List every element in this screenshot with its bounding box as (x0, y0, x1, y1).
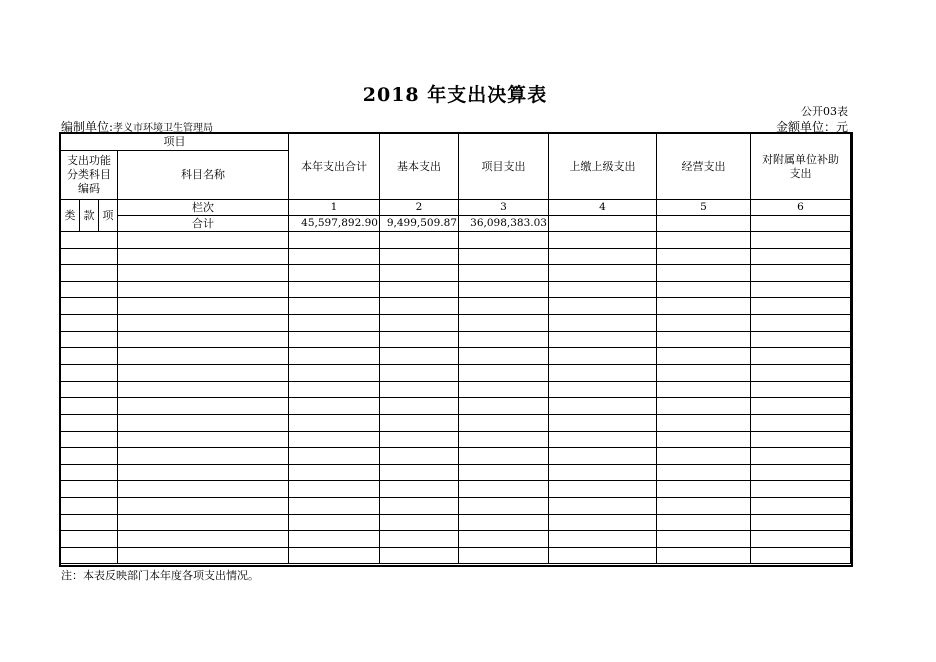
table-cell (657, 514, 751, 531)
table-cell (118, 281, 289, 298)
table-cell (549, 381, 657, 398)
table-cell (380, 431, 459, 448)
basic-amount: 9,499,509.87 (380, 216, 459, 232)
project-amount: 36,098,383.03 (459, 216, 549, 232)
table-cell (549, 398, 657, 415)
table-cell (751, 265, 851, 282)
table-cell (289, 448, 380, 465)
table-cell (118, 365, 289, 382)
table-cell (380, 398, 459, 415)
table-cell (751, 314, 851, 331)
table-cell (61, 448, 118, 465)
col-number-5: 5 (657, 200, 751, 216)
table-cell (657, 497, 751, 514)
table-cell (657, 531, 751, 548)
table-cell (118, 497, 289, 514)
table-cell (61, 381, 118, 398)
form-number: 公开03表 (801, 105, 848, 118)
table-cell (657, 298, 751, 315)
table-cell (657, 281, 751, 298)
table-cell (751, 414, 851, 431)
header-col-basic: 基本支出 (380, 134, 459, 200)
table-cell (61, 514, 118, 531)
table-cell (61, 547, 118, 564)
table-cell (459, 265, 549, 282)
table-cell (459, 431, 549, 448)
table-cell (289, 464, 380, 481)
table-cell (549, 248, 657, 265)
table-cell (118, 547, 289, 564)
table-cell (459, 481, 549, 498)
table-cell (380, 414, 459, 431)
upper-amount (549, 216, 657, 232)
table-cell (549, 348, 657, 365)
table-cell (61, 348, 118, 365)
table-cell (751, 348, 851, 365)
table-row (61, 298, 851, 315)
table-row (61, 398, 851, 415)
header-func-code: 支出功能分类科目编码 (61, 151, 118, 200)
table-cell (118, 331, 289, 348)
table-cell (549, 298, 657, 315)
compiling-unit-label: 编制单位: (61, 120, 114, 134)
table-cell (61, 248, 118, 265)
col-number-1: 1 (289, 200, 380, 216)
amount-unit: 金额单位：元 (775, 120, 848, 134)
table-cell (751, 281, 851, 298)
table-cell (289, 414, 380, 431)
table-cell (549, 414, 657, 431)
table-cell (549, 497, 657, 514)
table-cell (657, 314, 751, 331)
table-cell (380, 348, 459, 365)
table-cell (549, 431, 657, 448)
table-cell (380, 265, 459, 282)
expenditure-table (60, 133, 851, 564)
table-cell (657, 265, 751, 282)
table-cell (459, 281, 549, 298)
table-cell (459, 298, 549, 315)
header-col-subsidy: 对附属单位补助支出 (751, 134, 851, 200)
table-cell (751, 298, 851, 315)
table-cell (118, 414, 289, 431)
table-row (61, 531, 851, 548)
header-col-project: 项目支出 (459, 134, 549, 200)
table-cell (61, 414, 118, 431)
table-cell (380, 248, 459, 265)
table-cell (549, 531, 657, 548)
table-cell (459, 248, 549, 265)
table-cell (459, 547, 549, 564)
table-row (61, 431, 851, 448)
table-cell (549, 464, 657, 481)
table-cell (118, 381, 289, 398)
col-number-4: 4 (549, 200, 657, 216)
table-row (61, 497, 851, 514)
table-cell (459, 497, 549, 514)
table-cell (118, 348, 289, 365)
table-cell (380, 497, 459, 514)
table-cell (657, 232, 751, 249)
table-cell (118, 232, 289, 249)
header-col-business: 经营支出 (657, 134, 751, 200)
table-cell (549, 481, 657, 498)
table-row (61, 514, 851, 531)
subsidy-amount (751, 216, 851, 232)
table-cell (657, 248, 751, 265)
total-label: 合计 (118, 216, 289, 232)
header-subject-name: 科目名称 (118, 151, 289, 200)
table-cell (380, 365, 459, 382)
header-col-total: 本年支出合计 (289, 134, 380, 200)
table-cell (657, 431, 751, 448)
table-cell (289, 365, 380, 382)
table-cell (549, 331, 657, 348)
table-cell (118, 298, 289, 315)
table-row (61, 481, 851, 498)
table-cell (289, 232, 380, 249)
table-row (61, 281, 851, 298)
table-cell (380, 514, 459, 531)
table-row (61, 232, 851, 249)
table-cell (459, 314, 549, 331)
table-cell (380, 314, 459, 331)
table-cell (61, 281, 118, 298)
table-cell (549, 314, 657, 331)
business-amount (657, 216, 751, 232)
table-cell (289, 298, 380, 315)
table-cell (751, 248, 851, 265)
table-cell (657, 481, 751, 498)
header-lanci: 栏次 (118, 200, 289, 216)
table-cell (289, 481, 380, 498)
table-cell (289, 531, 380, 548)
table-cell (751, 331, 851, 348)
table-cell (459, 448, 549, 465)
header-item: 项目 (61, 134, 289, 151)
table-cell (751, 398, 851, 415)
table-cell (657, 547, 751, 564)
table-cell (61, 464, 118, 481)
header-row-1 (61, 134, 851, 151)
total-amount: 45,597,892.90 (289, 216, 380, 232)
table-cell (549, 265, 657, 282)
table-cell (118, 514, 289, 531)
table-cell (657, 381, 751, 398)
table-cell (289, 314, 380, 331)
table-cell (118, 398, 289, 415)
header-xiang: 项 (99, 200, 118, 232)
table-cell (61, 431, 118, 448)
table-cell (118, 464, 289, 481)
table-cell (380, 481, 459, 498)
table-cell (289, 265, 380, 282)
table-cell (289, 248, 380, 265)
table-cell (61, 314, 118, 331)
table-cell (380, 531, 459, 548)
table-row (61, 448, 851, 465)
header-lei: 类 (61, 200, 80, 232)
table-cell (289, 497, 380, 514)
header-row-3 (61, 200, 851, 216)
table-cell (380, 298, 459, 315)
table-cell (549, 514, 657, 531)
table-cell (459, 381, 549, 398)
table-cell (118, 265, 289, 282)
table-cell (380, 232, 459, 249)
table-cell (380, 464, 459, 481)
table-cell (459, 232, 549, 249)
col-number-6: 6 (751, 200, 851, 216)
table-cell (751, 464, 851, 481)
table-cell (751, 448, 851, 465)
table-cell (459, 398, 549, 415)
table-cell (549, 547, 657, 564)
table-cell (380, 331, 459, 348)
table-cell (61, 232, 118, 249)
table-row (61, 547, 851, 564)
table-cell (751, 531, 851, 548)
table-cell (118, 314, 289, 331)
page-title: 2018 年支出决算表 (362, 84, 548, 106)
table-row (61, 314, 851, 331)
table-cell (289, 348, 380, 365)
table-cell (459, 464, 549, 481)
table-cell (380, 281, 459, 298)
table-cell (459, 414, 549, 431)
table-cell (751, 514, 851, 531)
table-cell (657, 348, 751, 365)
table-cell (751, 481, 851, 498)
table-cell (61, 531, 118, 548)
table-cell (61, 398, 118, 415)
table-cell (289, 431, 380, 448)
table-cell (657, 365, 751, 382)
table-row (61, 365, 851, 382)
table-cell (549, 232, 657, 249)
table-cell (751, 381, 851, 398)
table-cell (549, 281, 657, 298)
table-cell (61, 481, 118, 498)
col-number-2: 2 (380, 200, 459, 216)
table-cell (61, 497, 118, 514)
table-cell (751, 547, 851, 564)
table-row (61, 348, 851, 365)
table-cell (61, 365, 118, 382)
header-kuan: 款 (80, 200, 99, 232)
table-cell (459, 348, 549, 365)
table-cell (657, 464, 751, 481)
table-cell (459, 531, 549, 548)
footnote: 注：本表反映部门本年度各项支出情况。 (61, 569, 259, 582)
table-cell (751, 232, 851, 249)
table-row (61, 464, 851, 481)
table-row (61, 248, 851, 265)
table-cell (61, 265, 118, 282)
table-row (61, 414, 851, 431)
table-cell (657, 448, 751, 465)
table-cell (459, 331, 549, 348)
table-cell (751, 431, 851, 448)
table-cell (751, 365, 851, 382)
table-cell (289, 547, 380, 564)
table-cell (380, 381, 459, 398)
table-cell (118, 481, 289, 498)
table-cell (289, 281, 380, 298)
table-cell (751, 497, 851, 514)
table-cell (289, 398, 380, 415)
table-cell (459, 365, 549, 382)
table-cell (118, 248, 289, 265)
table-cell (459, 514, 549, 531)
total-row (61, 216, 851, 232)
table-cell (289, 514, 380, 531)
col-number-3: 3 (459, 200, 549, 216)
table-cell (549, 365, 657, 382)
header-col-upper: 上缴上级支出 (549, 134, 657, 200)
table-cell (118, 448, 289, 465)
table-cell (657, 414, 751, 431)
table-row (61, 265, 851, 282)
table-cell (118, 531, 289, 548)
table-row (61, 331, 851, 348)
table-cell (289, 331, 380, 348)
table-cell (380, 547, 459, 564)
table-cell (289, 381, 380, 398)
table-cell (61, 331, 118, 348)
table-cell (380, 448, 459, 465)
table-cell (549, 448, 657, 465)
table-cell (118, 431, 289, 448)
compiling-unit-name: 孝义市环境卫生管理局 (113, 123, 214, 134)
table-row (61, 381, 851, 398)
table-cell (657, 398, 751, 415)
table-cell (61, 298, 118, 315)
table-cell (657, 331, 751, 348)
